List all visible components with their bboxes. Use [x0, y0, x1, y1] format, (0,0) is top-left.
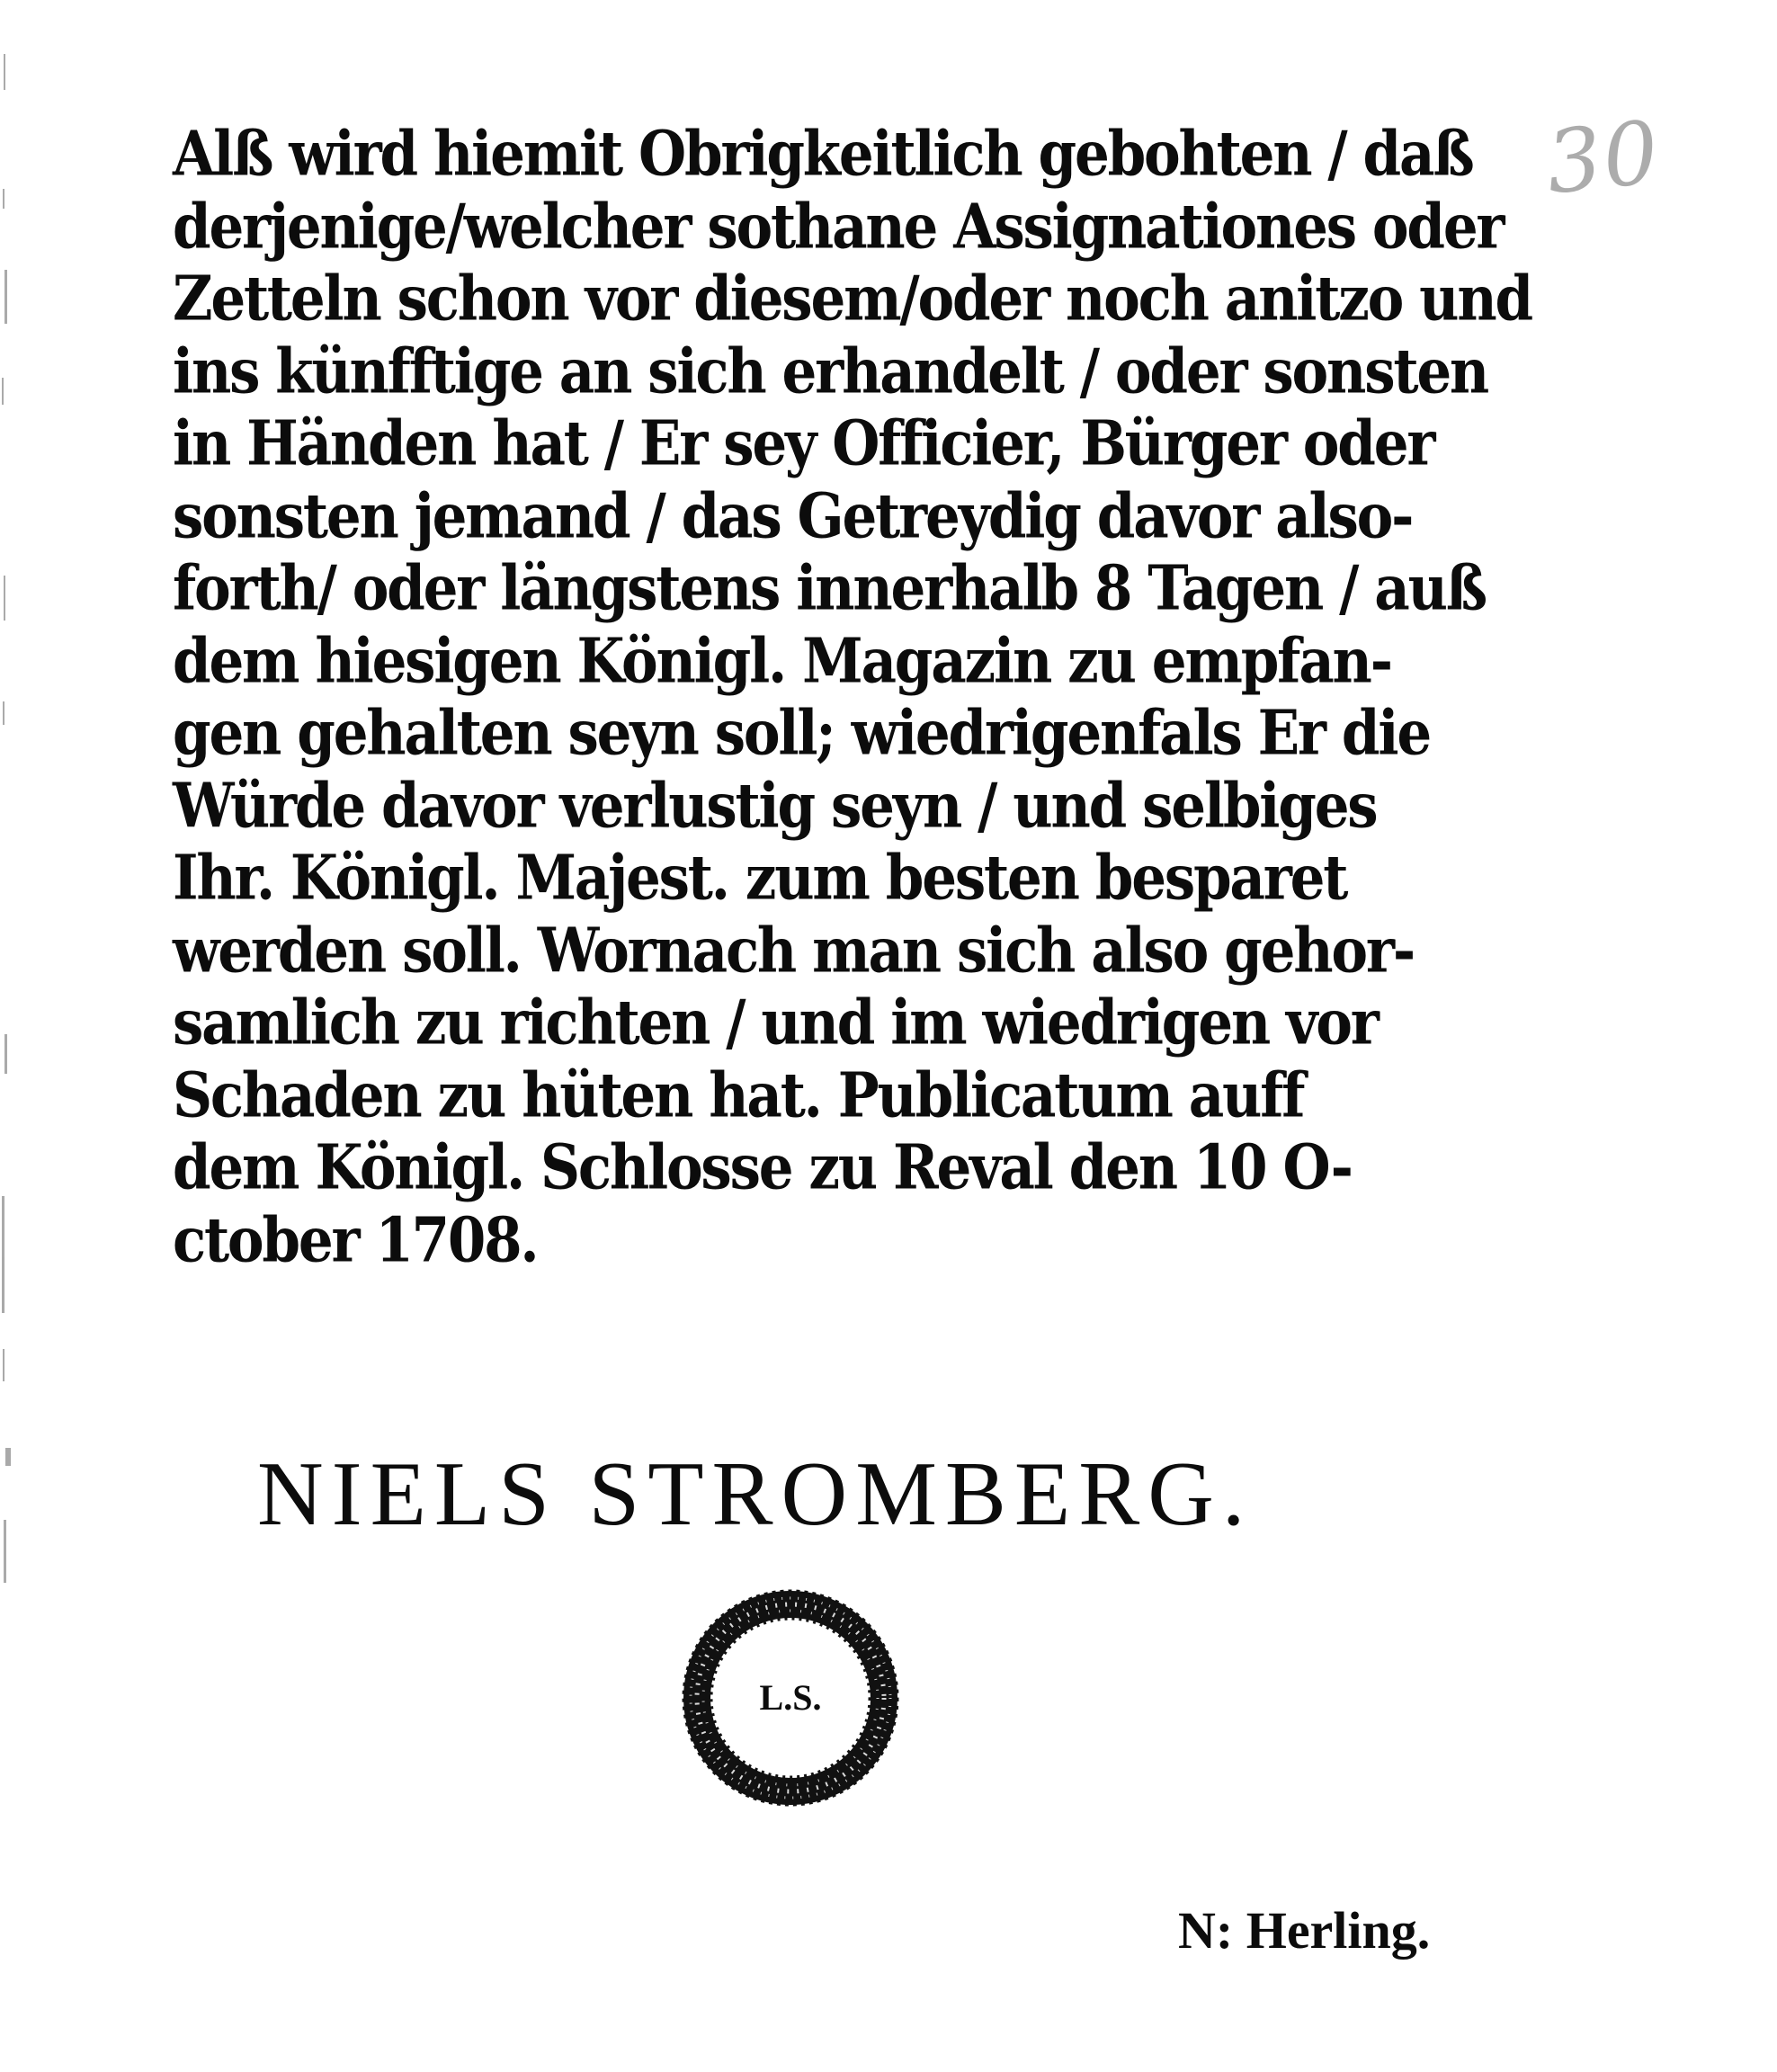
- text-line: ctober 1708.: [173, 1204, 538, 1276]
- text-line: derjenige/welcher sothane Assignationes oder: [173, 191, 1504, 263]
- text-line: sonsten jemand / das Getreydig davor also-: [173, 480, 1413, 552]
- text-line: dem Königl. Schlosse zu Reval den 10 O-: [173, 1131, 1352, 1204]
- text-line: werden soll. Wornach man sich also gehor-: [173, 915, 1414, 987]
- text-line: in Händen hat / Er sey Officier, Bürger oder: [173, 407, 1434, 480]
- text-line: ins künfftige an sich erhandelt / oder sonsten: [173, 335, 1488, 407]
- text-line: Ihr. Königl. Majest. zum besten besparet: [173, 842, 1347, 915]
- text-line: samlich zu richten / und im wiedrigen vor: [173, 987, 1378, 1059]
- signature-name: NIELS STROMBERG.: [257, 1443, 1254, 1545]
- text-line: gen gehalten seyn soll; wiedrigenfals Er die: [173, 697, 1430, 770]
- seal-label: L.S.: [759, 1677, 822, 1718]
- text-line: Alß wird hiemit Obrigkeitlich gebohten / daß: [173, 118, 1473, 191]
- seal: [681, 1588, 900, 1808]
- archive-number: 30: [1541, 101, 1665, 214]
- proclamation-text: [173, 118, 1531, 1277]
- printer-name: N: Herling.: [1178, 1901, 1431, 1960]
- text-line: Schaden zu hüten hat. Publicatum auff: [173, 1059, 1304, 1131]
- scan-edge-marks: [0, 0, 20, 2072]
- text-line: dem hiesigen Königl. Magazin zu empfan-: [173, 625, 1391, 697]
- text-line: Zetteln schon vor diesem/oder noch anitzo und: [173, 263, 1531, 335]
- text-line: forth/ oder längstens innerhalb 8 Tagen / auß: [173, 552, 1486, 625]
- text-line: Würde davor verlustig seyn / und selbiges: [173, 770, 1377, 842]
